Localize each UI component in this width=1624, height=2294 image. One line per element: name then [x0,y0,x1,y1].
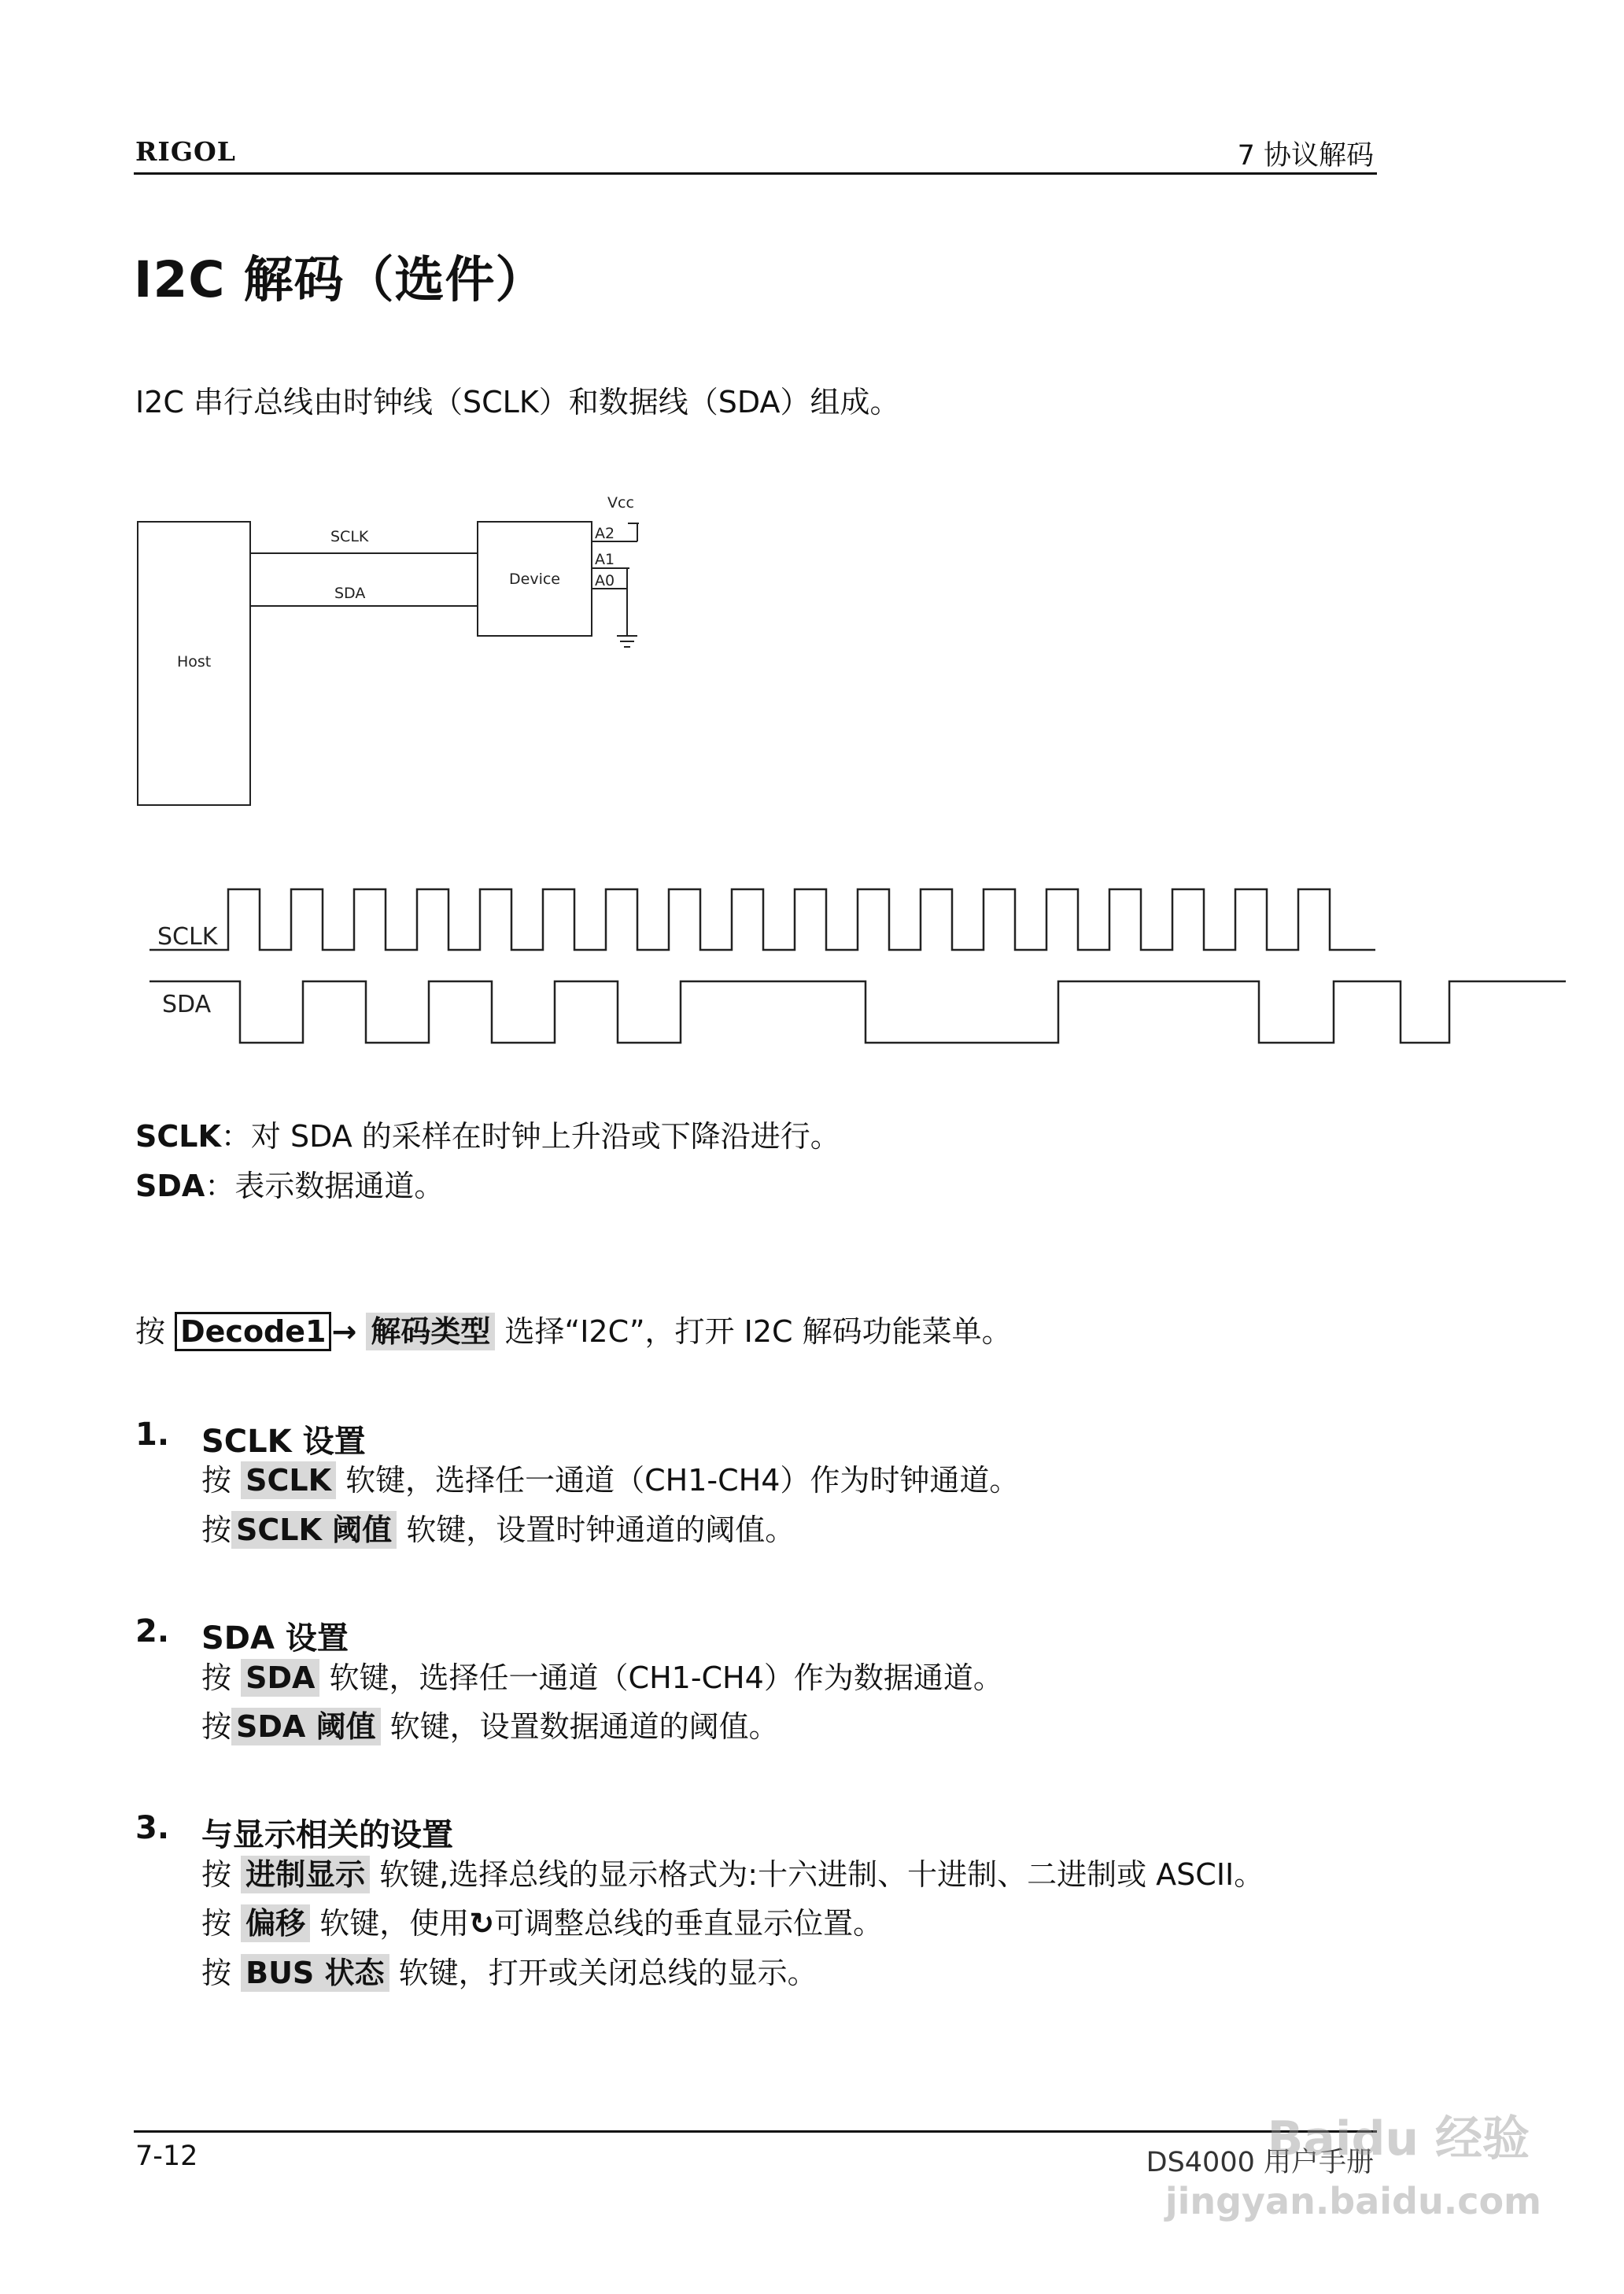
manual-title: DS4000 用户手册 [1146,2147,1374,2178]
section-2-title: SDA 设置 [201,1620,349,1657]
pin-a0-label: A0 [595,572,615,589]
pin-a2-label: A2 [595,525,615,542]
sda-threshold-softkey: SDA 阈值 [231,1708,381,1745]
section-2-number: 2. [135,1613,170,1649]
bus-status-softkey: BUS 状态 [241,1954,389,1992]
decode1-key: Decode1 [175,1312,331,1351]
section-2-step-1: 按 SDA 软键，选择任一通道（CH1-CH4）作为数据通道。 [201,1660,1003,1695]
vcc-label: Vcc [607,494,634,512]
section-1-step-1: 按 SCLK 软键，选择任一通道（CH1-CH4）作为时钟通道。 [201,1463,1020,1498]
sclk-desc-text: ：对 SDA 的采样在时钟上升沿或下降沿进行。 [220,1119,840,1154]
sclk-description [135,1119,840,1154]
brand-logo-text: RIGOL [135,136,236,167]
section-1-step-2: 按 SCLK 阈值 软键，设置时钟通道的阈值。 [201,1513,795,1547]
section-1-title: SCLK 设置 [201,1424,366,1460]
press-word: 按 [135,1314,166,1349]
diagram-sda-label: SDA [334,585,366,602]
timing-sclk-label: SCLK [157,923,218,951]
sclk-softkey: SCLK [241,1461,336,1499]
watermark-url: jingyan.baidu.com [1164,2180,1541,2222]
offset-softkey: 偏移 [241,1904,310,1942]
footer-divider [134,2130,1377,2133]
sda-term: SDA [135,1169,205,1203]
arrow-icon: → [331,1314,357,1349]
watermark-logo: Baidu 经验 [1267,2111,1530,2167]
decode-type-softkey: 解码类型 [366,1313,495,1350]
sda-softkey: SDA [241,1659,319,1697]
diagram-sclk-label: SCLK [330,528,369,545]
decode-instruction [135,1314,1012,1349]
intro-paragraph: I2C 串行总线由时钟线（SCLK）和数据线（SDA）组成。 [135,385,900,419]
i2c-timing-diagram [0,866,1624,1070]
section-3-title: 与显示相关的设置 [201,1817,453,1853]
section-3-step-3: 按 BUS 状态 软键，打开或关闭总线的显示。 [201,1956,818,1990]
device-label: Device [509,571,560,588]
sda-description [135,1171,444,1201]
instruction-rest: 选择“I2C”，打开 I2C 解码功能菜单。 [504,1314,1012,1349]
section-3-number: 3. [135,1810,170,1846]
sda-waveform [149,981,1566,1043]
section-2-step-2: 按 SDA 阈值 软键，设置数据通道的阈值。 [201,1709,779,1744]
pin-a1-label: A1 [595,551,615,568]
sda-desc-text: ：表示数据通道。 [205,1169,445,1203]
sclk-term: SCLK [135,1119,221,1154]
timing-sda-label: SDA [162,991,212,1018]
i2c-circuit-diagram [0,0,1624,834]
section-3-step-2: 按 偏移 软键，使用↻可调整总线的垂直显示位置。 [201,1906,884,1941]
section-3-step-1: 按 进制显示 软键,选择总线的显示格式为:十六进制、十进制、二进制或 ASCII。 [201,1857,1264,1892]
page-title: I2C 解码（选件） [134,251,546,308]
section-1-number: 1. [135,1417,170,1453]
host-label: Host [177,653,212,670]
sclk-threshold-softkey: SCLK 阈值 [231,1511,397,1549]
page-number: 7-12 [135,2141,198,2172]
rotate-knob-icon: ↻ [469,1906,495,1941]
chapter-title: 7 协议解码 [1237,140,1374,172]
radix-display-softkey: 进制显示 [241,1856,370,1893]
sclk-waveform [149,889,1375,950]
